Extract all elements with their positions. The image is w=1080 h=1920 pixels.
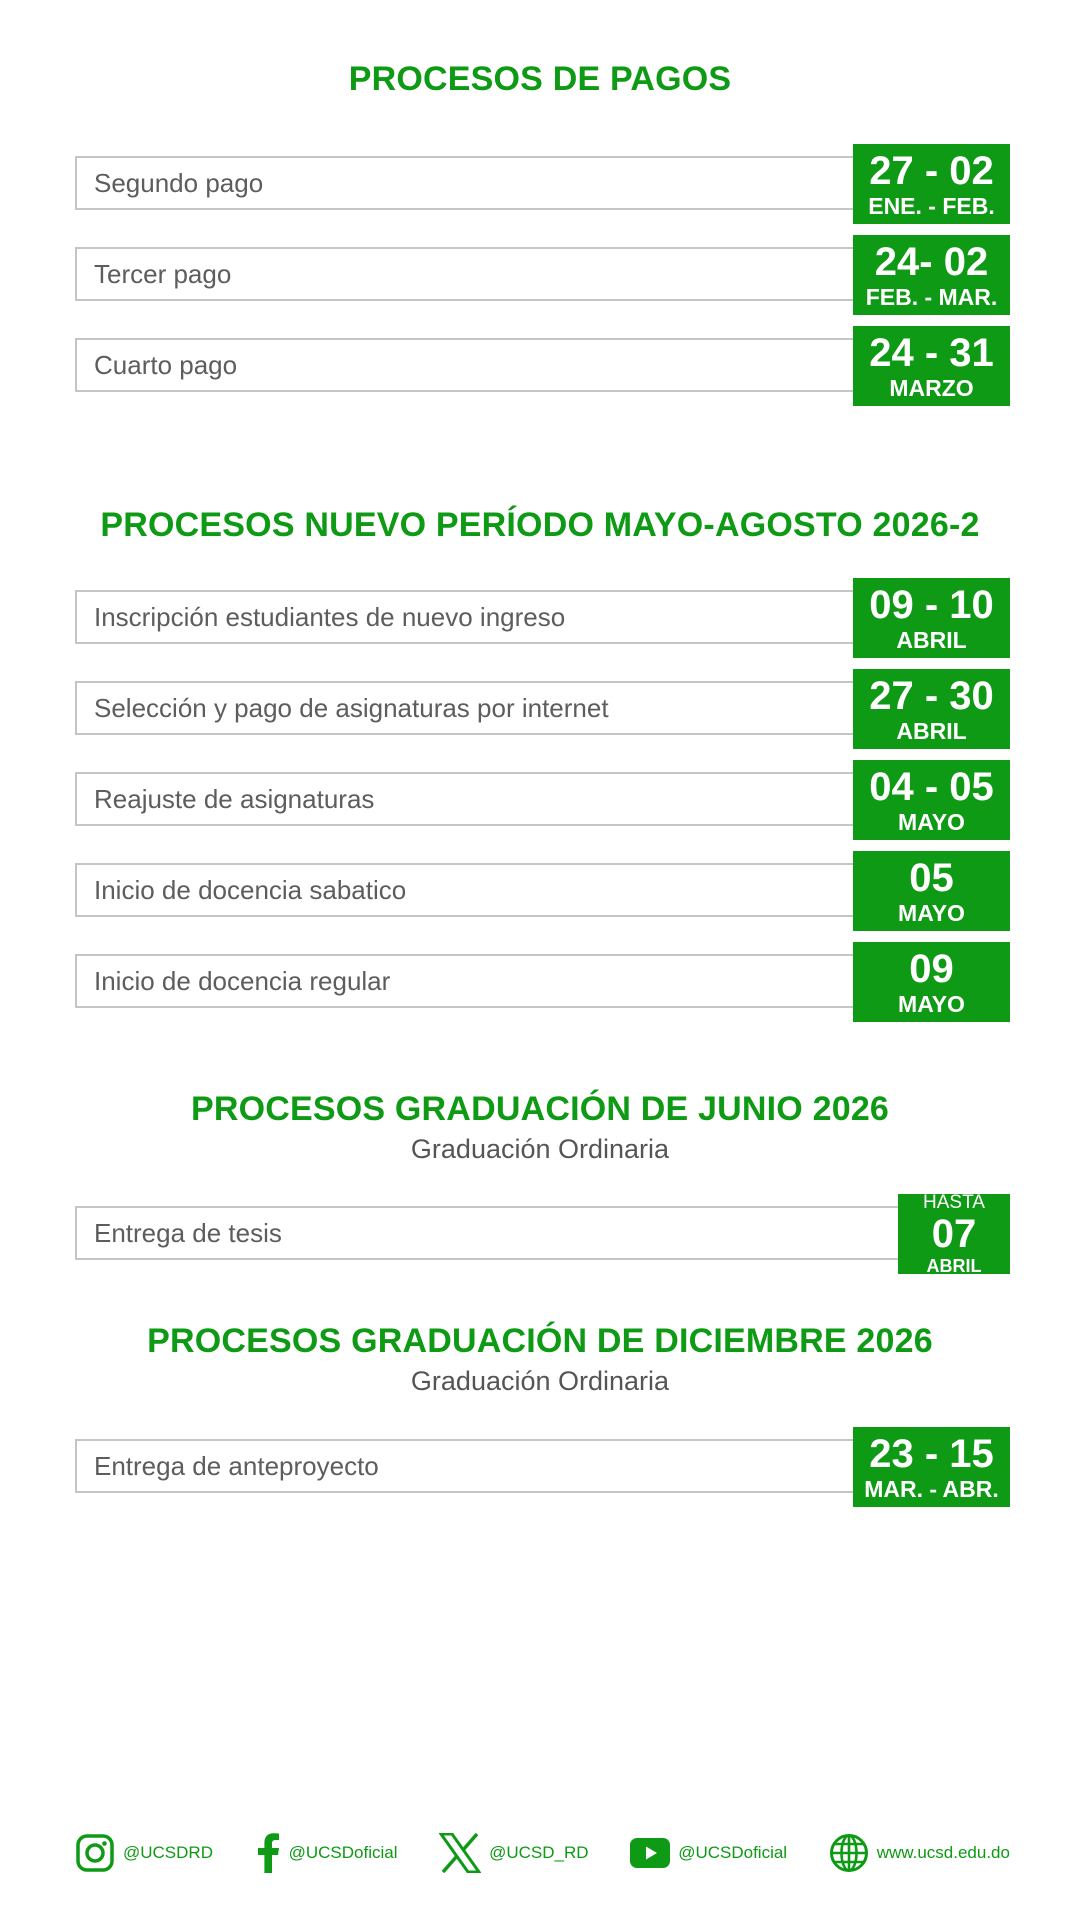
x-handle: @UCSD_RD [489, 1843, 589, 1862]
process-label: Segundo pago [75, 156, 860, 210]
process-label: Inscripción estudiantes de nuevo ingreso [75, 590, 860, 644]
list-item [75, 942, 1010, 1022]
process-label: Inicio de docencia regular [75, 954, 860, 1008]
date-days: 23 - 15 [869, 1431, 994, 1476]
date-badge [853, 235, 1010, 315]
date-days: 05 [909, 855, 954, 900]
date-days: 07 [931, 1212, 977, 1256]
list-item [75, 1427, 1010, 1507]
date-badge [853, 760, 1010, 840]
date-month: FEB. - MAR. [865, 283, 998, 310]
instagram-icon [75, 1833, 115, 1873]
date-month: ABRIL [896, 717, 967, 744]
list-item [75, 760, 1010, 840]
website-link[interactable] [829, 1833, 1010, 1873]
date-days: 04 - 05 [869, 764, 994, 809]
youtube-icon [630, 1838, 670, 1868]
section-title-nuevo-periodo: PROCESOS NUEVO PERÍODO MAYO-AGOSTO 2026-2 [100, 506, 980, 544]
date-days: 27 - 02 [869, 148, 994, 193]
list-item [75, 578, 1010, 658]
list-item [75, 326, 1010, 406]
section-subtitle-graduacion-diciembre: Graduación Ordinaria [410, 1366, 670, 1396]
process-label: Inicio de docencia sabatico [75, 863, 860, 917]
facebook-icon [255, 1833, 281, 1873]
date-month: ENE. - FEB. [868, 192, 995, 219]
process-label: Cuarto pago [75, 338, 860, 392]
section-title-pagos: PROCESOS DE PAGOS [348, 60, 732, 98]
date-days: 24- 02 [874, 239, 989, 284]
date-days: 27 - 30 [869, 673, 994, 718]
instagram-link[interactable] [75, 1833, 213, 1873]
process-label: Reajuste de asignaturas [75, 772, 860, 826]
date-badge [898, 1194, 1010, 1274]
list-item [75, 235, 1010, 315]
youtube-handle: @UCSDoficial [678, 1843, 788, 1862]
process-label: Tercer pago [75, 247, 860, 301]
list-item [75, 669, 1010, 749]
date-prefix: HASTA [923, 1192, 985, 1213]
date-month: MARZO [889, 374, 974, 401]
x-link[interactable] [439, 1833, 588, 1873]
list-item [75, 851, 1010, 931]
date-badge [853, 326, 1010, 406]
date-badge [853, 669, 1010, 749]
section-title-graduacion-diciembre: PROCESOS GRADUACIÓN DE DICIEMBRE 2026 [147, 1322, 933, 1360]
process-label: Entrega de tesis [75, 1206, 905, 1260]
date-days: 09 [909, 946, 954, 991]
date-days: 24 - 31 [869, 330, 994, 375]
youtube-link[interactable] [630, 1838, 787, 1868]
process-label: Entrega de anteproyecto [75, 1439, 860, 1493]
date-month: MAYO [898, 990, 965, 1017]
website-url: www.ucsd.edu.do [876, 1843, 1010, 1862]
section-subtitle-graduacion-junio: Graduación Ordinaria [410, 1134, 670, 1164]
date-badge [853, 578, 1010, 658]
date-month: MAYO [898, 808, 965, 835]
date-badge [853, 1427, 1010, 1507]
social-footer [75, 1832, 1010, 1874]
date-month: ABRIL [896, 626, 967, 653]
date-days: 09 - 10 [869, 582, 994, 627]
date-badge [853, 851, 1010, 931]
date-month: ABRIL [926, 1256, 982, 1276]
instagram-handle: @UCSDRD [123, 1843, 213, 1862]
date-badge [853, 144, 1010, 224]
date-month: MAR. - ABR. [864, 1475, 999, 1502]
list-item [75, 144, 1010, 224]
list-item [75, 1194, 1010, 1274]
facebook-link[interactable] [255, 1833, 398, 1873]
x-icon [439, 1833, 481, 1873]
globe-icon [829, 1833, 869, 1873]
process-label: Selección y pago de asignaturas por internet [75, 681, 860, 735]
date-month: MAYO [898, 899, 965, 926]
section-title-graduacion-junio: PROCESOS GRADUACIÓN DE JUNIO 2026 [190, 1090, 890, 1128]
date-badge [853, 942, 1010, 1022]
facebook-handle: @UCSDoficial [288, 1843, 398, 1862]
